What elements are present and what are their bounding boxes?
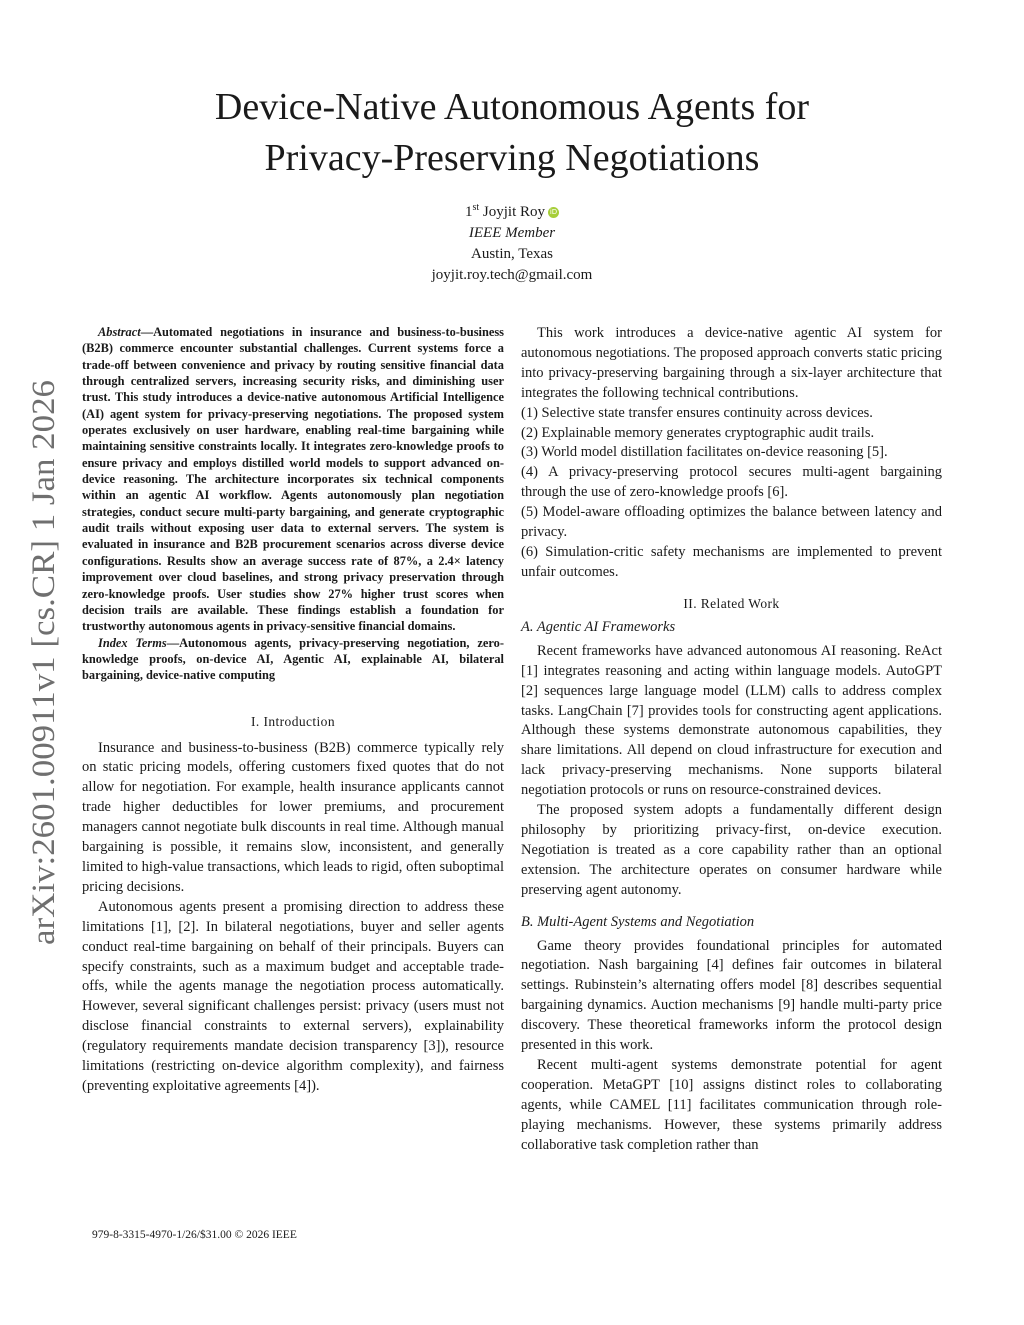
related-paragraph: The proposed system adopts a fundamentally different design philosophy by prioritizing privacy-first, on-device execution. Negotiation is treated as a core capability rather than an optional extension. The architecture operates on consumer hardware while preserving agent autonomy. [521,802,942,898]
left-column [82,324,504,1097]
author-location: Austin, Texas [470,246,553,262]
contribution-item: (5) Model-aware offloading optimizes the balance between latency and privacy. [521,504,942,541]
orcid-icon[interactable]: iD [549,208,558,216]
index-terms-text: Autonomous agents, privacy-preserving negotiation, zero-knowledge proofs, on-device AI, Agentic AI, explainable AI, bilateral bargaining, device-native computing [82,635,504,683]
related-paragraph: Recent frameworks have advanced autonomous AI reasoning. ReAct [1] integrates reasoning and acting within language models. AutoGPT [2] sequences large language model (LLM) calls to address complex tasks. LangChain [7] provides tools for constructing agent applications. Although these systems demonstrate autonomous capabilities, they share limitations. All depend on cloud infrastructure for execution and lack privacy-preserving mechanisms. None supports bilateral negotiation protocols or runs on resource-constrained devices. [521,642,942,799]
paper-title [140,82,884,184]
right-column [521,324,942,1156]
author-name: Joyjit Roy [482,204,546,220]
related-paragraph: Recent multi-agent systems demonstrate potential for agent cooperation. MetaGPT [10] assigns distinct roles to collaborating agents, while CAMEL [11] facilitates communication through role-playing mechanisms. However, these systems primarily address collaborative task completion rather than [521,1057,942,1153]
author-affiliation: IEEE Member [468,225,556,241]
abstract-label: Abstract [98,325,141,339]
intro-paragraph: Insurance and business-to-business (B2B) commerce typically rely on static pricing models, offering customers fixed quotes that do not allow for negotiation. For example, health insurance applicants cannot trade higher deductibles for lower premiums, and procurement managers cannot negotiate bulk discounts in real time. Although manual bargaining is possible, it remains slow, inconsistent, and generally limited to high-value transactions, which leads to rigid, often suboptimal pricing decisions. [82,739,504,895]
contribution-item: (4) A privacy-preserving protocol secures multi-agent bargaining through the use of zero-knowledge proofs [6]. [521,464,942,501]
related-paragraph: Game theory provides foundational principles for automated negotiation. Nash bargaining [4] defines fair outcomes in bilateral settings. Rubinstein’s alternating offers model [8] describes sequential bargaining dynamics. Auction mechanisms [9] handle multi-party price discovery. These theoretical frameworks inform the protocol design presented in this work. [521,937,942,1054]
title-line-1: Device-Native Autonomous Agents for [214,86,810,128]
intro-paragraph: Autonomous agents present a promising direction to address these limitations [1], [2]. In bilateral negotiations, buyer and seller agents conduct real-time bargaining on behalf of their principals. Buyers can specify constraints, such as a maximum budget and acceptable trade-offs, while the agents manage the negotiation process automatically. However, several significant challenges persist: privacy (users must not disclose financial constraints to external servers), explainability (regulatory requirements mandate decision transparency [3]), resource limitations (restricting on-device algorithm complexity), and fairness (preventing exploitative agreements [4]). [82,898,504,1094]
author-ordinal: 1 [464,204,473,220]
section-heading-introduction: I. Introduction [251,713,335,729]
index-terms-label: Index Terms [98,635,167,650]
subsection-heading-agentic-ai: A. Agentic AI Frameworks [521,618,676,635]
abstract-separator: — [140,325,154,339]
arxiv-identifier-text: arXiv:2601.00911v1 [cs.CR] 1 Jan 2026 [26,410,62,945]
author-email[interactable]: joyjit.roy.tech@gmail.com [431,267,593,283]
abstract [82,324,504,635]
arxiv-identifier [20,380,68,945]
contributions-intro: This work introduces a device-native agentic AI system for autonomous negotiations. The proposed approach converts static pricing into privacy-preserving bargaining through a six-layer architecture that integrates the following technical contributions. [521,325,942,401]
contribution-item: (6) Simulation-critic safety mechanisms are implemented to prevent unfair outcomes. [521,543,942,580]
contribution-item: (1) Selective state transfer ensures continuity across devices. [521,404,873,421]
contribution-item: (2) Explainable memory generates cryptographic audit trails. [521,424,875,441]
contribution-item: (3) World model distillation facilitates on-device reasoning [5]. [521,444,888,461]
index-terms-separator: — [166,635,180,650]
section-heading-related-work: II. Related Work [683,595,780,611]
author-ordinal-suffix: st [472,202,480,213]
author-name-line [312,202,712,223]
subsection-heading-multi-agent: B. Multi-Agent Systems and Negotiation [521,913,755,930]
abstract-text: Automated negotiations in insurance and business-to-business (B2B) commerce encounter substantial challenges. Current systems force a trade-off between convenience and privacy by routing sensitive financial data through centralized servers, increasing security risks, and diminishing user trust. This study introduces a device-native autonomous Artificial Intelligence (AI) agent system for privacy-preserving negotiations. The proposed system operates exclusively on user hardware, enabling real-time bargaining while maintaining sensitive constraints locally. It integrates zero-knowledge proofs to ensure privacy and employs distilled world models to support advanced on-device reasoning. The architecture incorporates six technical components within an agentic AI workflow. Agents autonomously plan negotiation strategies, conduct secure multi-party bargaining, and generate cryptographic audit trails without exposing user data to external servers. The system is evaluated in insurance and B2B procurement scenarios across diverse device configurations. Results show an average success rate of 87%, a 2.4× latency improvement over cloud baselines, and strong privacy preservation through zero-knowledge proofs. User studies show 27% higher trust scores when decision trails are available. These findings establish a foundation for trustworthy autonomous agents in privacy-sensitive financial domains. [82,325,504,634]
copyright-footer: 979-8-3315-4970-1/26/$31.00 © 2026 IEEE [92,1229,297,1241]
title-line-2: Privacy-Preserving Negotiations [264,137,760,179]
author-block [312,202,712,286]
index-terms [82,635,504,684]
